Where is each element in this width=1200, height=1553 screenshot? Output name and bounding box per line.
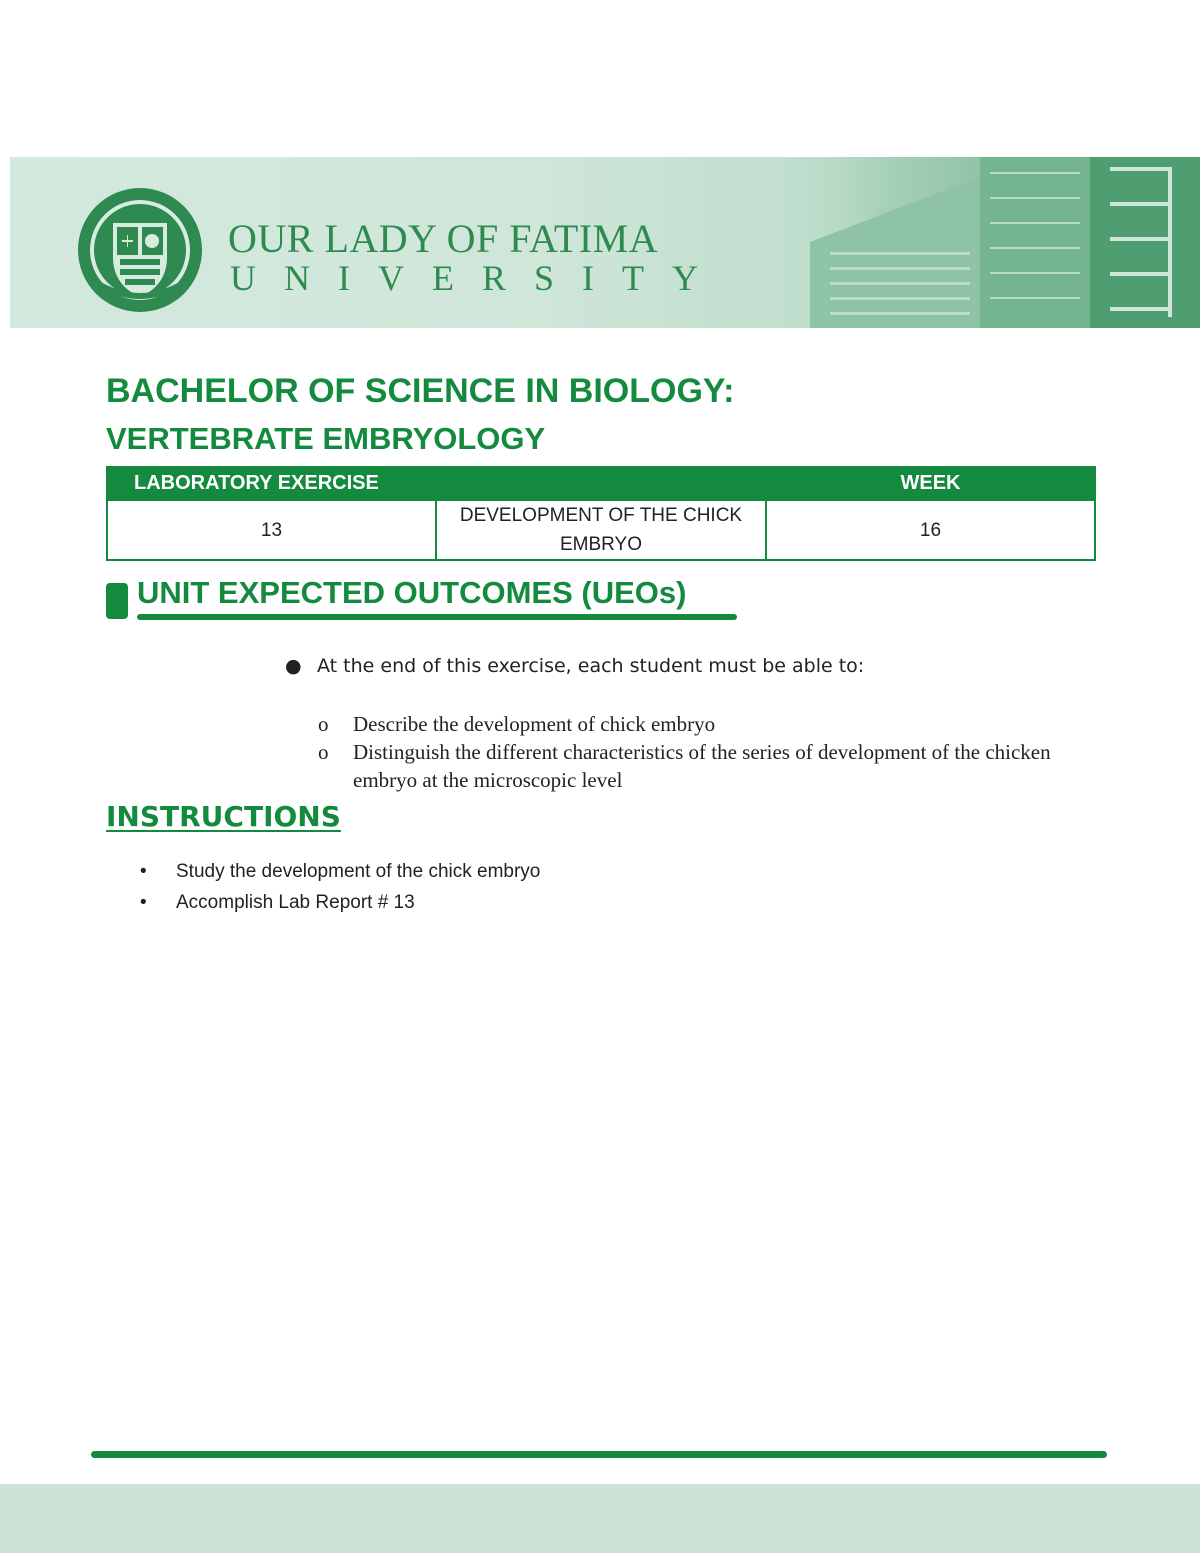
lab-exercise-table bbox=[106, 466, 1096, 561]
header-week: WEEK bbox=[766, 467, 1095, 500]
university-name-line2: UNIVERSITY bbox=[230, 258, 726, 298]
instructions-heading: INSTRUCTIONS bbox=[106, 800, 341, 833]
program-title: BACHELOR OF SCIENCE IN BIOLOGY: bbox=[106, 372, 735, 410]
ueo-intro-text: At the end of this exercise, each student must be able to: bbox=[317, 655, 865, 677]
ueo-underline bbox=[137, 614, 737, 620]
list-item-text: Distinguish the different characteristics of the series of development of the chicken embryo at the microscopic level bbox=[353, 740, 1051, 792]
list-item-text: Study the development of the chick embryo bbox=[176, 861, 541, 882]
header-laboratory-exercise: LABORATORY EXERCISE bbox=[107, 467, 766, 500]
section-marker-bar bbox=[106, 583, 128, 619]
ueo-list bbox=[318, 710, 1078, 794]
campus-building-image bbox=[750, 157, 1200, 328]
footer-band bbox=[0, 1484, 1200, 1553]
list-item bbox=[140, 856, 540, 887]
footer-divider bbox=[91, 1451, 1107, 1458]
list-item bbox=[140, 887, 540, 918]
list-item-text: Describe the development of chick embryo bbox=[353, 712, 716, 736]
list-item bbox=[318, 738, 1078, 794]
bullet-icon: • bbox=[140, 861, 147, 882]
university-name-line1: OUR LADY OF FATIMA bbox=[228, 216, 659, 261]
exercise-number-cell: 13 bbox=[107, 500, 436, 560]
list-item bbox=[318, 710, 1078, 738]
week-cell: 16 bbox=[766, 500, 1095, 560]
circle-bullet-icon: o bbox=[318, 740, 329, 764]
university-seal-logo bbox=[75, 185, 205, 315]
bullet-icon: • bbox=[140, 892, 147, 913]
table-row bbox=[107, 500, 1095, 560]
header-banner bbox=[10, 157, 1200, 328]
circle-bullet-icon: o bbox=[318, 712, 329, 736]
instructions-list bbox=[140, 856, 540, 918]
ueo-heading: UNIT EXPECTED OUTCOMES (UEOs) bbox=[137, 575, 687, 610]
list-item-text: Accomplish Lab Report # 13 bbox=[176, 892, 415, 913]
course-title: VERTEBRATE EMBRYOLOGY bbox=[106, 421, 546, 456]
exercise-title-cell: DEVELOPMENT OF THE CHICK EMBRYO bbox=[436, 500, 766, 560]
bullet-icon: ● bbox=[285, 655, 302, 677]
ueo-intro bbox=[285, 655, 864, 677]
table-header-row bbox=[107, 467, 1095, 500]
